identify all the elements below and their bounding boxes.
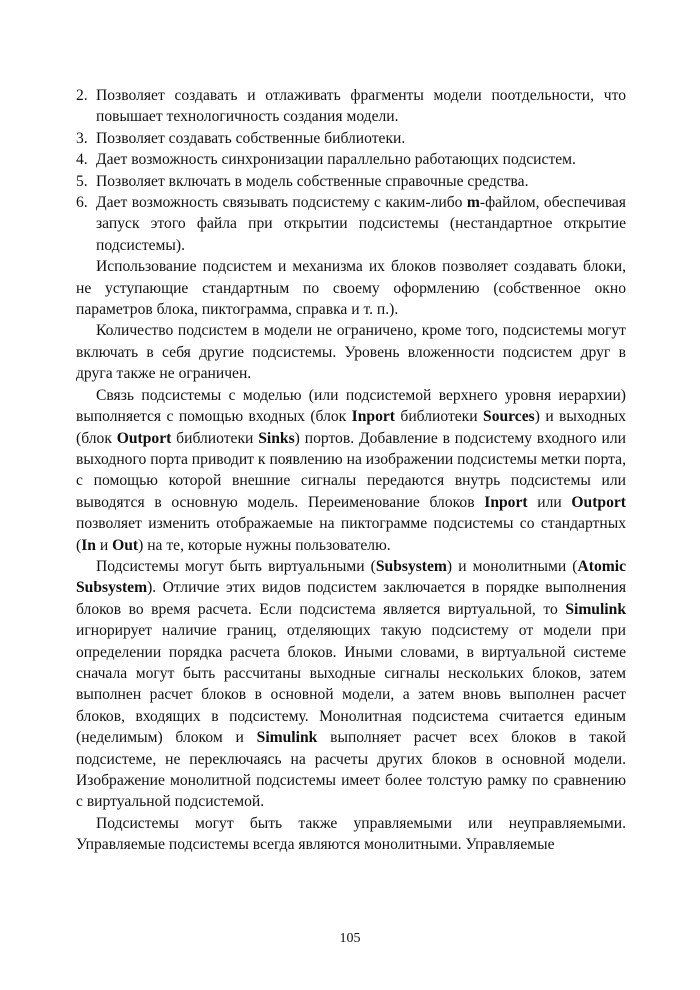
text-run: библиотеки	[171, 429, 259, 447]
text-run-bold: Out	[112, 536, 139, 554]
list-item-text	[96, 87, 626, 125]
text-run: Позволяет создавать и отлаживать фрагменты модели поотдельности, что повышает технологичность создания модели.	[96, 87, 626, 126]
paragraph	[76, 813, 626, 856]
text-run: Позволяет включать в модель собственные справочные средства.	[96, 172, 529, 190]
list-item-number: 4.	[76, 151, 88, 169]
list-item	[76, 171, 626, 192]
page-number: 105	[339, 931, 361, 946]
text-run: Использование подсистем и механизма их блоков позволяет создавать блоки, не уступающие стандартным по своему оформлению (собственное окно параметров блока, пиктограмма, справка и т. п.).	[76, 258, 626, 319]
text-run: позволяет изменить отображаемые на пиктограмме подсистемы со стандартных (	[76, 515, 626, 554]
text-run: Позволяет создавать собственные библиотеки.	[96, 129, 406, 147]
paragraph	[76, 256, 626, 320]
text-run: Подсистемы могут быть виртуальными (	[96, 557, 376, 575]
list-item	[76, 149, 626, 170]
list-item-text	[96, 194, 626, 254]
text-run: -файлом, обеспечивая запуск этого файла при открытии подсистемы (нестандартное открытие подсистемы).	[96, 194, 626, 254]
text-run-bold: In	[81, 536, 96, 554]
numbered-list	[76, 85, 626, 256]
list-item-text	[96, 151, 576, 168]
text-run-bold: Inport	[484, 493, 528, 511]
list-item-number: 5.	[76, 172, 88, 190]
text-run: ) и выходных (блок	[76, 408, 627, 447]
text-run-bold: Sources	[483, 408, 535, 426]
text-run: Дает возможность связывать подсистему с каким-либо	[96, 194, 467, 212]
text-run: ) на те, которые нужны пользователю.	[138, 536, 391, 554]
paragraph	[76, 556, 626, 813]
list-item	[76, 192, 626, 256]
text-run: библиотеки	[395, 408, 484, 426]
text-run: и	[95, 536, 113, 554]
list-item	[76, 85, 626, 128]
text-run-bold: m	[466, 194, 480, 212]
text-run-bold: Atomic Subsystem	[76, 557, 626, 597]
text-run: ). Отличие этих видов подсистем заключается в порядке выполнения блоков во время расчета. Если подсистема является виртуальной, то	[76, 579, 626, 618]
text-run: игнорирует наличие границ, отделяющих такую подсистему от модели при определении порядка расчета блоков. Иными словами, в виртуальной системе сначала могут быть рассчитаны выходные сигналы нескольких блоков, затем выполнен расчет блоков в основной модели, а затем вновь выполнен расчет блоков, входящих в подсистему. Монолитная подсистема считается единым (неделимым) блоком и	[76, 622, 626, 747]
text-run: ) и монолитными (	[446, 557, 578, 575]
list-item-text	[96, 173, 529, 190]
text-run: выполняет расчет всех блоков в такой подсистеме, не переключаясь на расчеты других блоков в основной модели. Изображение монолитной подсистемы имеет более толстую рамку по сравнению с виртуальной подсистемой.	[76, 729, 626, 811]
text-run: Подсистемы могут быть также управляемыми или неуправляемыми. Управляемые подсистемы всегда являются монолитными. Управляемые	[76, 814, 626, 854]
text-run-bold: Subsystem	[375, 557, 447, 575]
text-run-bold: Inport	[351, 408, 395, 426]
list-item-number: 6.	[76, 194, 88, 212]
text-run-bold: Simulink	[565, 600, 626, 618]
body-text	[76, 85, 626, 856]
paragraph	[76, 320, 626, 384]
list-item-number: 3.	[76, 129, 88, 147]
text-run: ) портов. Добавление в подсистему входного или выходного порта приводит к появлению на изображении подсистемы метки порта, с помощью которой внешние сигналы передаются внутрь подсистемы или выводятся в основную модель. Переименование блоков	[76, 429, 626, 511]
list-item-text	[96, 130, 405, 147]
text-run-bold: Outport	[116, 429, 172, 447]
paragraph	[76, 385, 626, 556]
text-run: Дает возможность синхронизации параллельно работающих подсистем.	[96, 151, 576, 169]
text-run: или	[527, 493, 572, 511]
text-run-bold: Outport	[571, 493, 626, 511]
text-run-bold: Simulink	[256, 729, 318, 747]
text-run-bold: Sinks	[258, 429, 295, 447]
text-run: Количество подсистем в модели не ограничено, кроме того, подсистемы могут включать в себя другие подсистемы. Уровень вложенности подсистем друг в друга также не ограничен.	[76, 322, 626, 383]
text-run: Связь подсистемы с моделью (или подсистемой верхнего уровня иерархии) выполняется с помощью входных (блок	[76, 386, 626, 426]
list-item-number: 2.	[76, 87, 88, 104]
list-item	[76, 128, 626, 149]
